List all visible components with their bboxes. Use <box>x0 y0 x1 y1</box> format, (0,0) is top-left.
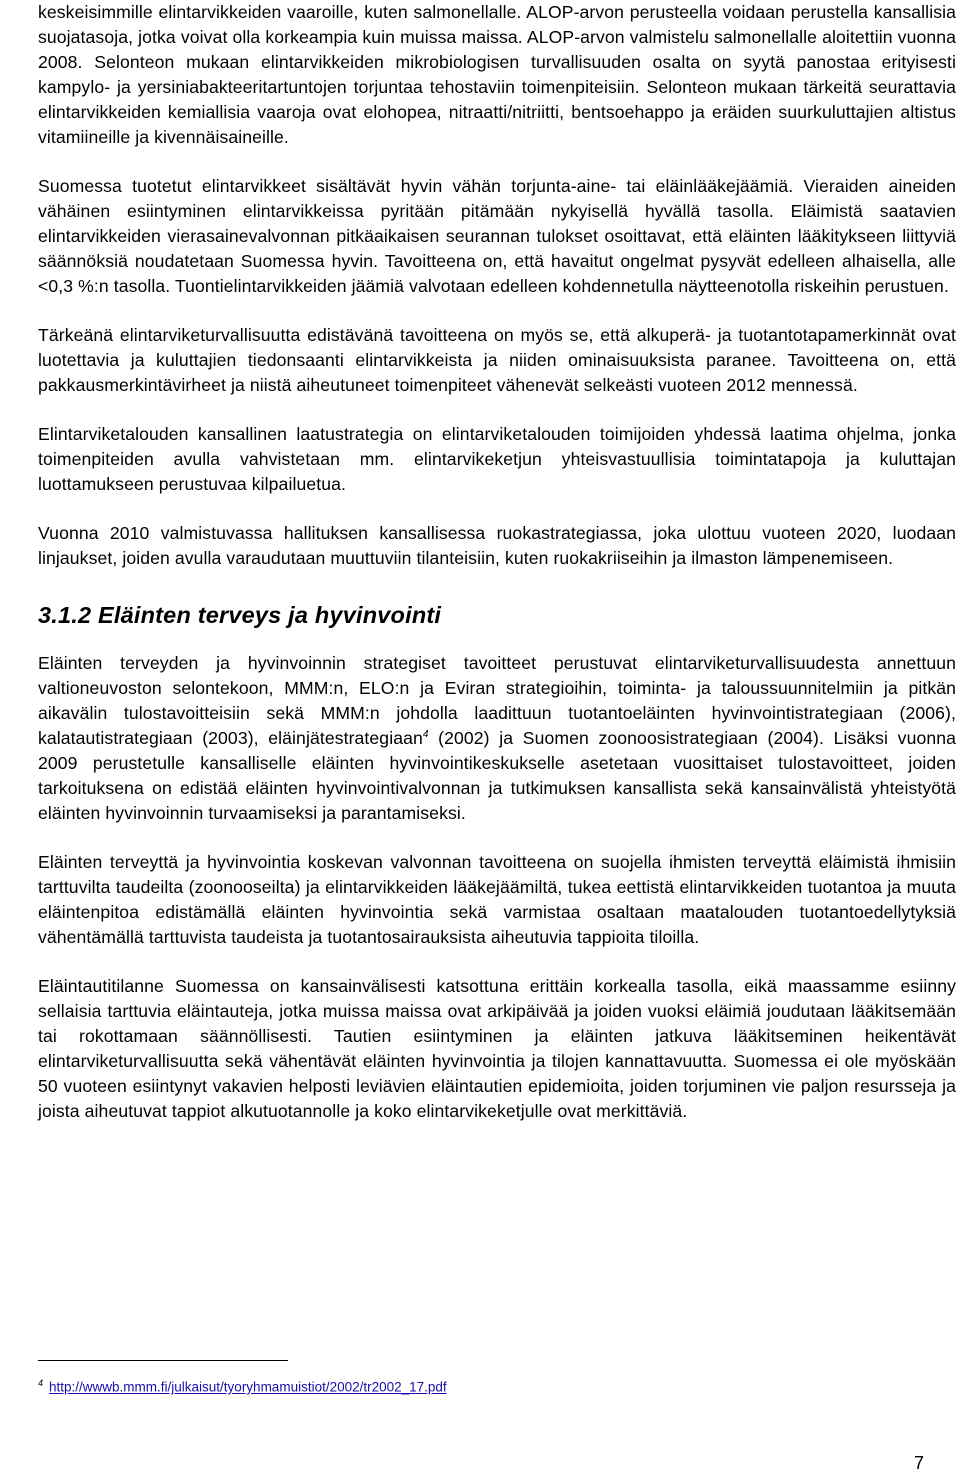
paragraph-animal-health-strategy <box>38 651 956 826</box>
paragraph-food-hazards: keskeisimmille elintarvikkeiden vaaroille, kuten salmonellalle. ALOP-arvon perusteella voidaan perustella kansallisia suojatasoja, jotka voivat olla korkeampia kuin muissa maissa. ALOP-arvon valmistelu salmonellalle aloitettiin vuonna 2008. Selonteon mukaan elintarvikkeiden mikrobiologisen turvallisuuden osalta on syytä panostaa erityisesti kampylo- ja yersiniabakteeritartuntojen torjuntaa tehostaviin toimenpiteisiin. Selonteon mukaan tärkeitä seurattavia elintarvikkeiden kemiallisia vaaroja ovat elohopea, nitraatti/nitriitti, bentsoehappo ja eräiden suurkuluttajien altistus vitamiineille ja kivennäisaineille. <box>38 2 956 147</box>
document-page <box>38 0 956 1395</box>
paragraph-text-after-ref: (2002) ja Suomen zoonoosistrategiaan (2004). Lisäksi vuonna 2009 perustetulle kansalliselle eläinten hyvinvointikeskukselle asetetaan vuosittaiset tulostavoitteet, joiden tarkoituksena on edistää eläinten hyvinvointivalvonnan ja tutkimuksen kansallista sekä kansainvälistä yhteistyötä eläinten hyvinvoinnin turvaamiseksi ja parantamiseksi. <box>38 728 956 823</box>
paragraph-quality-strategy: Elintarviketalouden kansallinen laatustrategia on elintarviketalouden toimijoiden yhdessä laatima ohjelma, jonka toimenpiteiden avulla vahvistetaan mm. elintarvikeketjun yhteisvastuullisia toimintatapoja ja kuluttajan luottamukseen perustuvaa kilpailuetua. <box>38 424 956 494</box>
footnote-link[interactable]: http://wwwb.mmm.fi/julkaisut/tyoryhmamuistiot/2002/tr2002_17.pdf <box>49 1379 447 1395</box>
paragraph-residues: Suomessa tuotetut elintarvikkeet sisältävät hyvin vähän torjunta-aine- tai eläinlääkejäämiä. Vieraiden aineiden vähäinen esiintyminen elintarvikkeissa pyritään pitämään nykyisellä hyvällä tasolla. Eläimistä saatavien elintarvikkeiden vierasainevalvonnan pitkäaikaisen seurannan tulokset osoittavat, että eläinten lääkitykseen liittyviä säännöksiä noudatetaan Suomessa hyvin. Tavoitteena on, että havaitut ongelmat pysyvät edelleen alhaisella, alle <0,3 %:n tasolla. Tuontielintarvikkeiden jäämiä valvotaan edelleen kohdennetulla näytteenotolla riskeihin perustuen. <box>38 176 956 296</box>
paragraph-food-strategy: Vuonna 2010 valmistuvassa hallituksen kansallisessa ruokastrategiassa, joka ulottuu vuoteen 2020, luodaan linjaukset, joiden avulla varaudutaan muuttuviin tilanteisiin, kuten ruokakriiseihin ja ilmaston lämpenemiseen. <box>38 523 956 568</box>
footnote <box>38 1374 447 1397</box>
paragraph-control-goals: Eläinten terveyttä ja hyvinvointia koskevan valvonnan tavoitteena on suojella ihmisten terveyttä eläimistä ihmisiin tarttuvilta taudeilta (zoonooseilta) ja elintarvikkeiden lääkejäämiltä, tukea eettistä elintarvikkeiden tuotantoa ja muuta eläintenpitoa edistämällä eläinten hyvinvointia sekä varmistaa osaltaan maatalouden tuotantoedellytyksiä vähentämällä tarttuvista taudeista ja tuotantosairauksista aiheutuvia tappioita tiloilla. <box>38 852 956 947</box>
footnote-mark: 4 <box>38 1378 44 1388</box>
paragraph-labelling: Tärkeänä elintarviketurvallisuutta edistävänä tavoitteena on myös se, että alkuperä- ja tuotantotapamerkinnät ovat luotettavia ja kuluttajien tiedonsaanti elintarvikkeista ja niiden ominaisuuksista paranee. Tavoitteena on, että pakkausmerkintävirheet ja niistä aiheutuneet toimenpiteet vähenevät selkeästi vuoteen 2012 mennessä. <box>38 325 956 395</box>
paragraph-disease-situation: Eläintautitilanne Suomessa on kansainvälisesti katsottuna erittäin korkealla tasolla, eikä maassamme esiinny sellaisia tarttuvia eläintauteja, jotka muissa maissa ovat arkipäivää ja joiden vuoksi eläimiä joudutaan lääkitsemään tai rokottamaan säännöllisesti. Tautien esiintyminen ja eläinten jatkuva lääkitseminen heikentävät elintarviketurvallisuutta sekä vähentävät eläinten hyvinvointia ja tilojen kannattavuutta. Suomessa ei ole myöskään 50 vuoteen esiintynyt vakavien helposti leviävien eläintautien epidemioita, joiden torjuminen vie paljon resursseja ja joista aiheutuvat tappiot alkutuotannolle ja koko elintarvikeketjulle ovat merkittäviä. <box>38 976 956 1121</box>
footnote-reference[interactable]: 4 <box>422 729 429 741</box>
page-number: 7 <box>913 1453 924 1473</box>
paragraph-text-before-ref: Eläinten terveyden ja hyvinvoinnin strategiset tavoitteet perustuvat elintarviketurvallisuudesta annettuun valtioneuvoston selontekoon, MMM:n, ELO:n ja Eviran strategioihin, toiminta- ja taloussuunnitelmiin ja pitkän aikavälin tulostavoitteisiin sekä MMM:n johdolla laadittuun tuotantoeläinten hyvinvointistrategiaan (2006), kalatautistrategiaan (2003), eläinjätestrategiaan <box>38 653 956 748</box>
footnote-divider <box>38 1360 288 1361</box>
section-heading: 3.1.2 Eläinten terveys ja hyvinvointi <box>38 602 442 628</box>
